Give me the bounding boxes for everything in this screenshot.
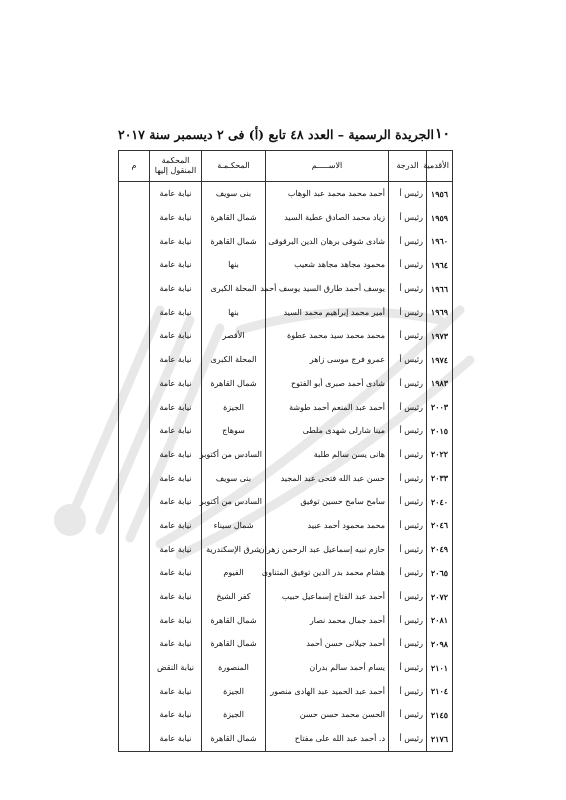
name-cell: سامح سامح حسين توفيق xyxy=(266,490,389,514)
number-cell xyxy=(119,585,150,609)
number-cell xyxy=(119,443,150,467)
number-cell xyxy=(119,466,150,490)
rank-cell: رئيس أ xyxy=(389,585,427,609)
transferred-to-cell: نيابة عامة xyxy=(150,727,202,751)
court-cell: شمال القاهرة xyxy=(202,727,266,751)
table-row xyxy=(119,632,453,656)
transferred-to-cell: نيابة عامة xyxy=(150,537,202,561)
name-cell: د. أحمد عبد الله على مفتاح xyxy=(266,727,389,751)
name-cell: شادى شوقى برهان الدين البرقوقى xyxy=(266,229,389,253)
table-row xyxy=(119,324,453,348)
table-row xyxy=(119,727,453,751)
table-row xyxy=(119,182,453,206)
seniority-cell: ١٩٥٩ xyxy=(427,206,453,230)
rank-cell: رئيس أ xyxy=(389,608,427,632)
rank-cell: رئيس أ xyxy=(389,348,427,372)
table-row xyxy=(119,395,453,419)
transferred-to-cell: نيابة عامة xyxy=(150,632,202,656)
table-header-row xyxy=(119,151,453,182)
name-cell: محمد محمد سيد محمد عطوة xyxy=(266,324,389,348)
rank-cell: رئيس أ xyxy=(389,182,427,206)
name-cell: أحمد عبد المنعم أحمد طوشة xyxy=(266,395,389,419)
rank-cell: رئيس أ xyxy=(389,656,427,680)
table-row xyxy=(119,419,453,443)
number-cell xyxy=(119,206,150,230)
number-cell xyxy=(119,537,150,561)
name-cell: أحمد عبد الحميد عبد الهادى منصور xyxy=(266,679,389,703)
rank-cell: رئيس أ xyxy=(389,679,427,703)
rank-cell: رئيس أ xyxy=(389,466,427,490)
table-row xyxy=(119,703,453,727)
transfer-table xyxy=(118,150,453,752)
transferred-to-cell: نيابة عامة xyxy=(150,277,202,301)
rank-cell: رئيس أ xyxy=(389,632,427,656)
name-cell: عمرو فرج موسى زاهر xyxy=(266,348,389,372)
transferred-to-cell: نيابة عامة xyxy=(150,585,202,609)
transferred-to-cell: نيابة عامة xyxy=(150,679,202,703)
transferred-to-cell: نيابة عامة xyxy=(150,253,202,277)
court-cell: شرق الإسكندرية xyxy=(202,537,266,561)
table-row xyxy=(119,537,453,561)
name-cell: حازم نبيه إسماعيل عبد الرحمن زهران xyxy=(266,537,389,561)
rank-cell: رئيس أ xyxy=(389,727,427,751)
transferred-to-cell: نيابة عامة xyxy=(150,348,202,372)
col-header-rank: الدرجة xyxy=(389,151,427,182)
court-cell: الفيوم xyxy=(202,561,266,585)
court-cell: الجيزة xyxy=(202,679,266,703)
number-cell xyxy=(119,632,150,656)
number-cell xyxy=(119,253,150,277)
court-cell: الجيزة xyxy=(202,395,266,419)
table-row xyxy=(119,656,453,680)
number-cell xyxy=(119,608,150,632)
seniority-cell: ٢٠٤٠ xyxy=(427,490,453,514)
rank-cell: رئيس أ xyxy=(389,561,427,585)
number-cell xyxy=(119,419,150,443)
table-row xyxy=(119,277,453,301)
page-header xyxy=(118,124,450,144)
transferred-to-cell: نيابة عامة xyxy=(150,395,202,419)
name-cell: يسام أحمد سالم بدران xyxy=(266,656,389,680)
seniority-cell: ١٩٦٩ xyxy=(427,300,453,324)
name-cell: محمود مجاهد مجاهد شعيب xyxy=(266,253,389,277)
seniority-cell: ٢١٠١ xyxy=(427,656,453,680)
name-cell: أحمد محمد محمد عبد الوهاب xyxy=(266,182,389,206)
number-cell xyxy=(119,490,150,514)
seniority-cell: ٢١٧٦ xyxy=(427,727,453,751)
table-row xyxy=(119,514,453,538)
transferred-to-cell: نيابة عامة xyxy=(150,182,202,206)
table-row xyxy=(119,679,453,703)
rank-cell: رئيس أ xyxy=(389,443,427,467)
number-cell xyxy=(119,561,150,585)
number-cell xyxy=(119,348,150,372)
table-row xyxy=(119,561,453,585)
seniority-cell: ٢١٠٤ xyxy=(427,679,453,703)
court-cell: بنى سويف xyxy=(202,182,266,206)
name-cell: هانى يسن سالم طلبة xyxy=(266,443,389,467)
number-cell xyxy=(119,324,150,348)
court-cell: بنى سويف xyxy=(202,466,266,490)
transferred-to-cell: نيابة عامة xyxy=(150,466,202,490)
court-cell: بنها xyxy=(202,253,266,277)
rank-cell: رئيس أ xyxy=(389,300,427,324)
transferred-to-cell: نيابة عامة xyxy=(150,229,202,253)
page-number: ١٠ xyxy=(434,126,450,142)
table-row xyxy=(119,253,453,277)
court-cell: شمال القاهرة xyxy=(202,206,266,230)
court-cell: كفر الشيخ xyxy=(202,585,266,609)
number-cell xyxy=(119,656,150,680)
col-header-name: الاســـــم xyxy=(266,151,389,182)
rank-cell: رئيس أ xyxy=(389,419,427,443)
transferred-to-cell: نيابة عامة xyxy=(150,443,202,467)
seniority-cell: ٢٠٢٢ xyxy=(427,443,453,467)
name-cell: شادى أحمد صبرى أبو الفتوح xyxy=(266,372,389,396)
name-cell: يوسف أحمد طارق السيد يوسف أحمد xyxy=(266,277,389,301)
transferred-to-cell: نيابة عامة xyxy=(150,300,202,324)
col-header-court: المحكـمـة xyxy=(202,151,266,182)
rank-cell: رئيس أ xyxy=(389,206,427,230)
seniority-cell: ٢٠١٥ xyxy=(427,419,453,443)
name-cell: هشام محمد بدر الدين توفيق المتناوى xyxy=(266,561,389,585)
name-cell: مينا شارلى شهدى ملطى xyxy=(266,419,389,443)
table-row xyxy=(119,206,453,230)
table-row xyxy=(119,443,453,467)
table-row xyxy=(119,348,453,372)
gazette-title: الجريدة الرسمية – العدد ٤٨ تابع (أ) فى ٢ ديسمبر سنة ٢٠١٧ xyxy=(118,126,434,142)
court-cell: الأقصر xyxy=(202,324,266,348)
seniority-cell: ٢١٤٥ xyxy=(427,703,453,727)
transferred-to-cell: نيابة عامة xyxy=(150,703,202,727)
table-row xyxy=(119,490,453,514)
court-cell: شمال القاهرة xyxy=(202,229,266,253)
transferred-to-cell: نيابة عامة xyxy=(150,324,202,348)
table-row xyxy=(119,608,453,632)
court-cell: بنها xyxy=(202,300,266,324)
court-cell: المحلة الكبرى xyxy=(202,277,266,301)
transferred-to-cell: نيابة عامة xyxy=(150,561,202,585)
number-cell xyxy=(119,514,150,538)
seniority-cell: ٢٠٦٥ xyxy=(427,561,453,585)
rank-cell: رئيس أ xyxy=(389,703,427,727)
seniority-cell: ٢٠٩٨ xyxy=(427,632,453,656)
court-cell: شمال القاهرة xyxy=(202,608,266,632)
seniority-cell: ١٩٦٠ xyxy=(427,229,453,253)
rank-cell: رئيس أ xyxy=(389,324,427,348)
court-cell: المنصورة xyxy=(202,656,266,680)
name-cell: أحمد عبد الفتاح إسماعيل حبيب xyxy=(266,585,389,609)
name-cell: زياد محمد الصادق عطية السيد xyxy=(266,206,389,230)
seniority-cell: ٢٠٠٣ xyxy=(427,395,453,419)
rank-cell: رئيس أ xyxy=(389,372,427,396)
transferred-to-cell: نيابة عامة xyxy=(150,514,202,538)
number-cell xyxy=(119,182,150,206)
seniority-cell: ٢٠٨١ xyxy=(427,608,453,632)
seniority-cell: ١٩٦٤ xyxy=(427,253,453,277)
col-header-seniority: الأقدمية xyxy=(427,151,453,182)
name-cell: أحمد جمال محمد نصار xyxy=(266,608,389,632)
transferred-to-cell: نيابة عامة xyxy=(150,490,202,514)
seniority-cell: ١٩٨٣ xyxy=(427,372,453,396)
rank-cell: رئيس أ xyxy=(389,229,427,253)
rank-cell: رئيس أ xyxy=(389,253,427,277)
seniority-cell: ٢٠٣٣ xyxy=(427,466,453,490)
court-cell: السادس من أكتوبر xyxy=(202,490,266,514)
court-cell: الجيزة xyxy=(202,703,266,727)
number-cell xyxy=(119,679,150,703)
table-row xyxy=(119,585,453,609)
name-cell: أمير محمد إبراهيم محمد السيد xyxy=(266,300,389,324)
table-row xyxy=(119,229,453,253)
court-cell: المحلة الكبرى xyxy=(202,348,266,372)
rank-cell: رئيس أ xyxy=(389,537,427,561)
number-cell xyxy=(119,727,150,751)
name-cell: محمد محمود أحمد عبيد xyxy=(266,514,389,538)
table-row xyxy=(119,466,453,490)
transferred-to-cell: نيابة عامة xyxy=(150,372,202,396)
rank-cell: رئيس أ xyxy=(389,490,427,514)
transferred-to-cell: نيابة النقض xyxy=(150,656,202,680)
rank-cell: رئيس أ xyxy=(389,277,427,301)
seniority-cell: ١٩٧٣ xyxy=(427,324,453,348)
number-cell xyxy=(119,277,150,301)
number-cell xyxy=(119,372,150,396)
col-header-transferred-to: المحكمة المنقول إليها xyxy=(150,151,202,182)
transferred-to-cell: نيابة عامة xyxy=(150,419,202,443)
court-cell: شمال القاهرة xyxy=(202,372,266,396)
number-cell xyxy=(119,395,150,419)
table-row xyxy=(119,300,453,324)
seniority-cell: ٢٠٧٢ xyxy=(427,585,453,609)
rank-cell: رئيس أ xyxy=(389,514,427,538)
transferred-to-cell: نيابة عامة xyxy=(150,206,202,230)
col-header-number: م xyxy=(119,151,150,182)
number-cell xyxy=(119,703,150,727)
seniority-cell: ١٩٧٤ xyxy=(427,348,453,372)
rank-cell: رئيس أ xyxy=(389,395,427,419)
court-cell: سوهاج xyxy=(202,419,266,443)
court-cell: السادس من أكتوبر xyxy=(202,443,266,467)
number-cell xyxy=(119,300,150,324)
court-cell: شمال سيناء xyxy=(202,514,266,538)
name-cell: حسن عبد الله فتحى عبد المجيد xyxy=(266,466,389,490)
court-cell: شمال القاهرة xyxy=(202,632,266,656)
transferred-to-cell: نيابة عامة xyxy=(150,608,202,632)
name-cell: الحسن محمد حسن حسن xyxy=(266,703,389,727)
seniority-cell: ٢٠٤٩ xyxy=(427,537,453,561)
seniority-cell: ٢٠٤٦ xyxy=(427,514,453,538)
number-cell xyxy=(119,229,150,253)
name-cell: أحمد جيلانى حسن أحمد xyxy=(266,632,389,656)
seniority-cell: ١٩٦٦ xyxy=(427,277,453,301)
table-row xyxy=(119,372,453,396)
seniority-cell: ١٩٥٦ xyxy=(427,182,453,206)
